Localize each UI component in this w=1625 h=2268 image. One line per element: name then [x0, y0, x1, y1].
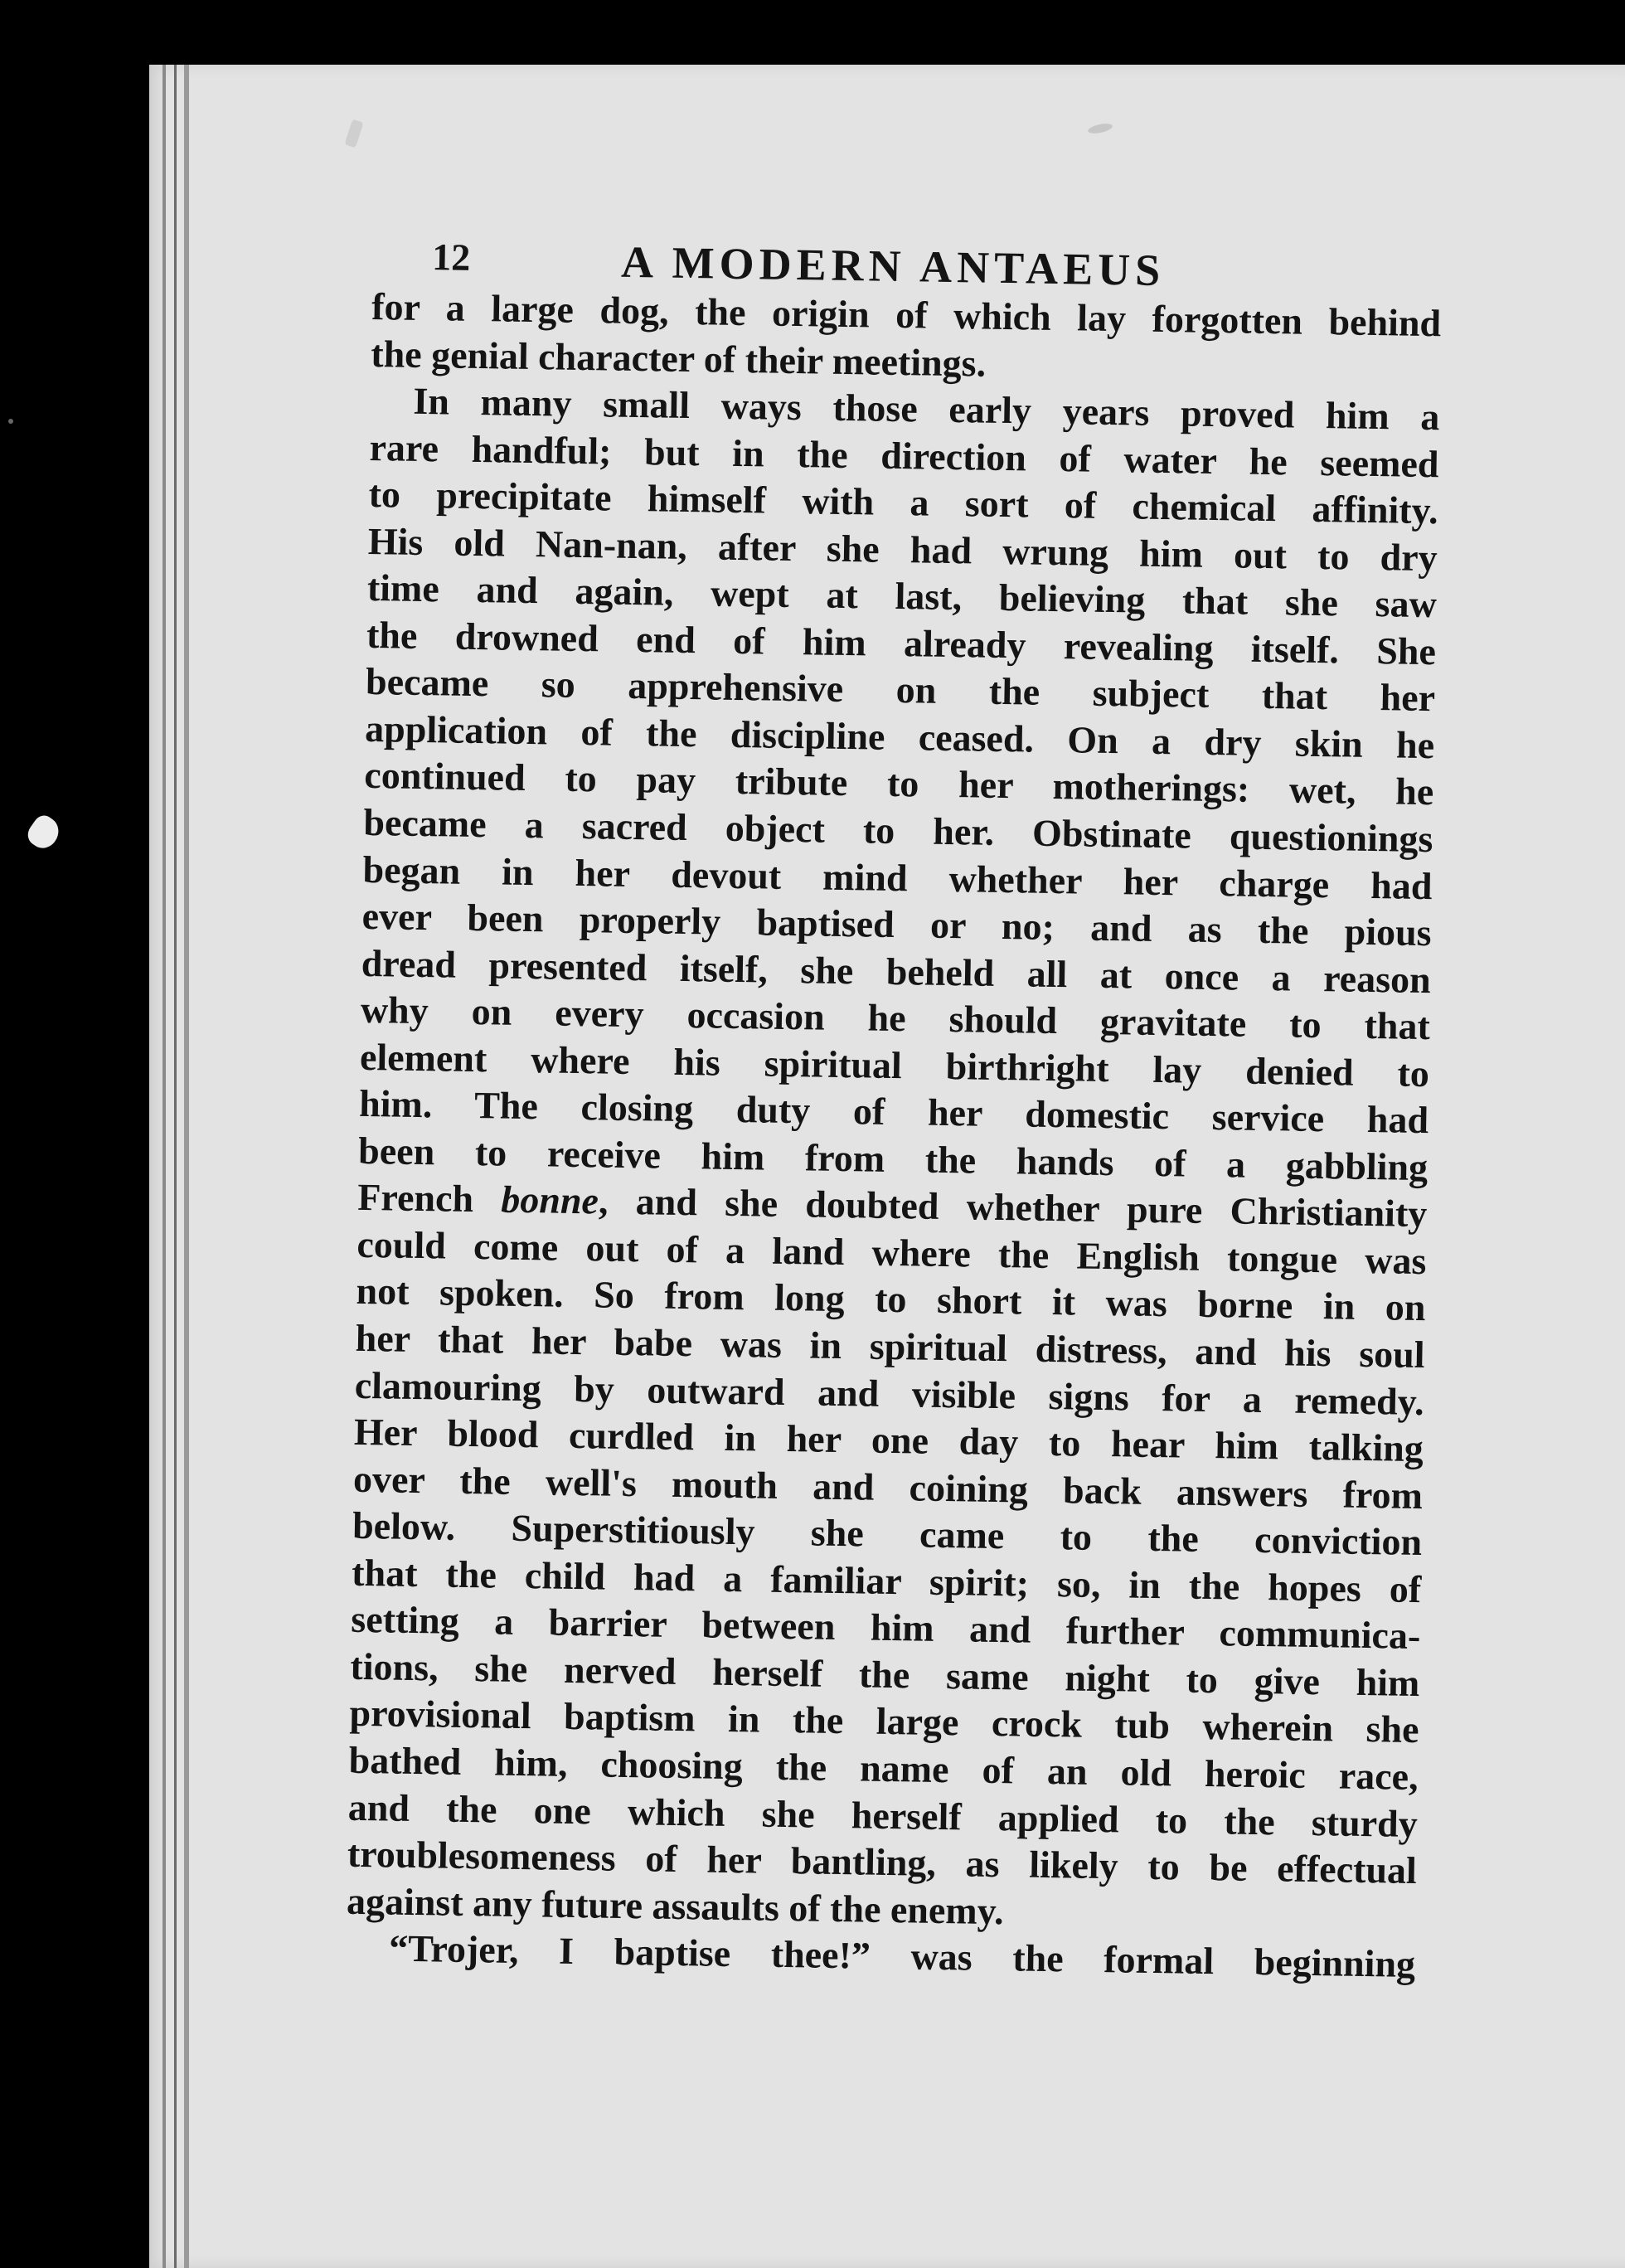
text-line: ever been properly baptised or no; and as the pious: [361, 895, 1432, 954]
book-spine-edge: [184, 65, 189, 2268]
text-line: application of the discipline ceased. On a dry skin he: [364, 707, 1435, 767]
text-segment: French: [357, 1176, 502, 1221]
text-line: His old Nan-nan, after she had wrung him out to dry: [367, 519, 1438, 579]
text-line: been to receive him from the hands of a gabbling: [357, 1129, 1429, 1188]
italic-word: bonne: [500, 1178, 599, 1222]
text-line: and the one which she herself applied to the sturdy: [347, 1785, 1419, 1845]
text-segment: , and she doubted whether pure Christianity: [598, 1179, 1428, 1236]
text-line: troublesomeness of her bantling, as likely to be effectual: [347, 1832, 1418, 1892]
page-number: 12: [431, 236, 471, 279]
text-line: bathed him, choosing the name of an old heroic race,: [348, 1738, 1419, 1798]
text-line: could come out of a land where the English tongue was: [357, 1222, 1427, 1283]
book-spine-edge: [162, 65, 166, 2268]
paper-speck: [8, 419, 13, 424]
text-line: below. Superstitiously she came to the conviction: [352, 1504, 1423, 1564]
text-line: setting a barrier between him and further communica-: [351, 1598, 1421, 1658]
body-text: [346, 284, 1442, 1989]
text-line: clamouring by outward and visible signs for a remedy.: [354, 1363, 1425, 1423]
text-line: for a large dog, the origin of which lay forgotten behind: [371, 284, 1442, 345]
text-line: continued to pay tribute to her motherings: wet, he: [363, 754, 1434, 813]
text-line: “Trojer, I baptise thee!” was the formal beginning: [388, 1926, 1416, 1986]
text-line: became a sacred object to her. Obstinate questionings: [363, 800, 1433, 861]
text-line: provisional baptism in the large crock tub wherein she: [349, 1692, 1419, 1751]
text-line: element where his spiritual birthright lay denied to: [359, 1035, 1430, 1095]
text-line: became so apprehensive on the subject that her: [365, 660, 1436, 720]
text-line: time and again, wept at last, believing that she saw: [366, 566, 1438, 626]
text-line: that the child had a familiar spirit; so, in the hopes of: [351, 1551, 1422, 1610]
text-line: rare handful; but in the direction of water he seemed: [369, 425, 1439, 485]
text-line: the genial character of their meetings.: [370, 332, 987, 385]
text-line: against any future assaults of the enemy.: [346, 1879, 1005, 1932]
text-line: In many small ways those early years proved him a: [413, 379, 1440, 439]
text-line: why on every occasion he should gravitate to that: [360, 988, 1431, 1048]
text-line: began in her devout mind whether her charge had: [362, 847, 1433, 907]
text-line: dread presented itself, she beheld all at once a reason: [361, 941, 1432, 1001]
page-content: [346, 216, 1443, 1989]
text-line: the drowned end of him already revealing itself. She: [366, 613, 1437, 673]
text-line: over the well's mouth and coining back answers from: [352, 1457, 1424, 1517]
text-line: him. The closing duty of her domestic service had: [358, 1082, 1429, 1142]
text-line: tions, she nerved herself the same night to give him: [350, 1644, 1420, 1704]
running-title: A MODERN ANTAEUS: [620, 236, 1166, 296]
book-spine-edge: [174, 65, 177, 2268]
text-line: her that her babe was in spiritual distress, and his soul: [355, 1316, 1425, 1377]
text-line: to precipitate himself with a sort of chemical affinity.: [368, 473, 1438, 532]
paper-speck: [23, 812, 65, 854]
text-line: not spoken. So from long to short it was borne in on: [356, 1270, 1426, 1329]
text-line: Her blood curdled in her one day to hear him talking: [353, 1410, 1424, 1470]
